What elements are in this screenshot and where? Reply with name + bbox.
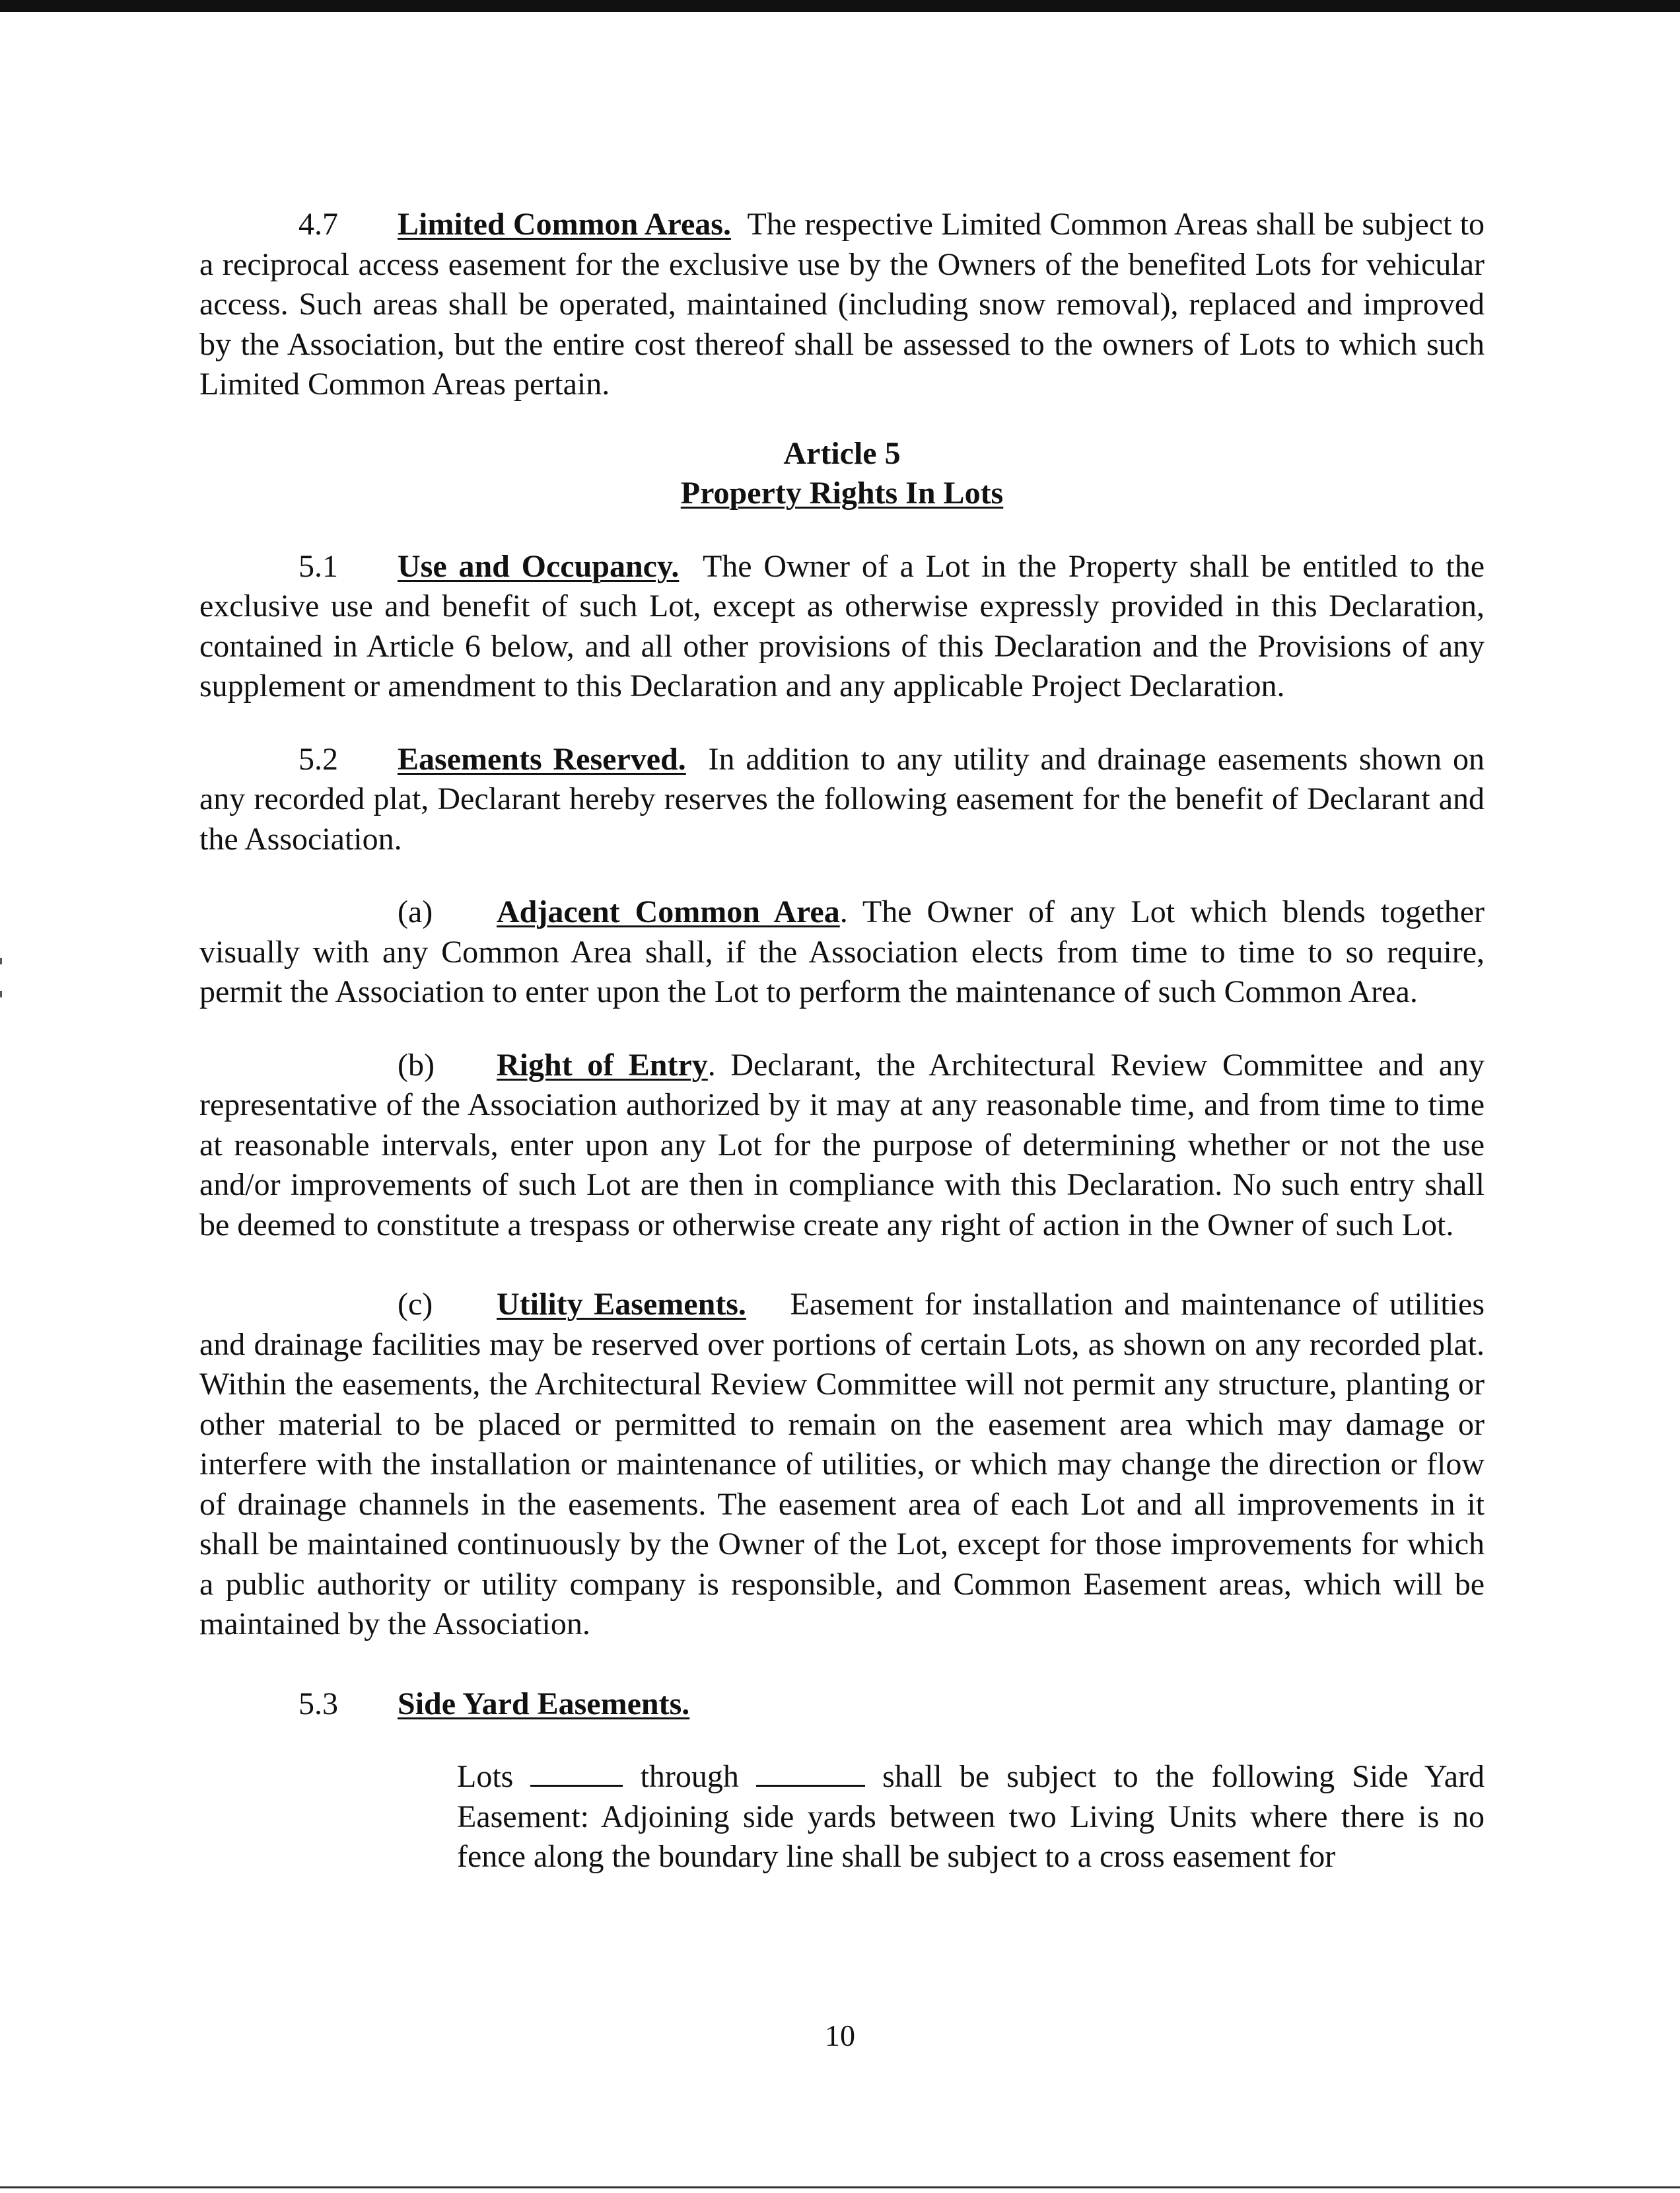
lot-end-blank [756,1757,865,1787]
section-text: The Owner of a Lot in the Property shall be entitled to the exclusive use and benefit of such Lot, except as otherwise expressly provided in this Declaration, contained in Article 6 below, and all other provisions of this Declaration and the Provisions of any supplement or amendment to this Declaration and any applicable Project Declaration. [199,548,1485,703]
subsection-text: . Declarant, the Architectural Review Committee and any representative of the Association authorized by it may at any reasonable time, and from time to time at reasonable intervals, enter upon any Lot for the purpose of determining whether or not the use and/or improvements of such Lot are then in compliance with this Declaration. No such entry shall be deemed to constitute a trespass or otherwise create any right of action in the Owner of such Lot. [199,1047,1485,1242]
subsection-text: Easement for installation and maintenance of utilities and drainage facilities may be reserved over portions of certain Lots, as shown on any recorded plat. Within the easements, the Architectural Review Committee will not permit any structure, planting or other material to be placed or permitted to remain on the easement area which may damage or interfere with the installation or maintenance of utilities, or which may change the direction or flow of drainage channels in the easements. The easement area of each Lot and all improvements in it shall be maintained continuously by the Owner of the Lot, except for those improvements for which a public authority or utility company is responsible, and Common Easement areas, which will be maintained by the Association. [199,1287,1485,1641]
lots-word: Lots [457,1759,514,1794]
subsection-5-2-b [199,1046,1485,1246]
article-title: Property Rights In Lots [680,476,1004,511]
section-heading: Use and Occupancy. [398,548,680,584]
scan-margin-mark [0,991,2,997]
subsection-label: (b) [398,1047,435,1083]
subsection-text: . The Owner of any Lot which blends together visually with any Common Area shall, if the Association elects from time to time to so require, permit the Association to enter upon the Lot to perform the maintenance of such Common Area. [199,894,1485,1009]
document-page [199,205,1485,1877]
subsection-heading: Adjacent Common Area [497,894,840,929]
lot-start-blank [530,1757,623,1787]
subsection-label: (c) [398,1287,433,1322]
subsection-heading: Right of Entry [497,1047,708,1083]
section-5-2 [199,740,1485,860]
scan-top-border [0,0,1680,12]
section-5-3 [199,1684,1485,1725]
through-word: through [640,1759,739,1794]
subsection-heading: Utility Easements. [497,1287,746,1322]
section-5-1 [199,547,1485,707]
section-number: 5.1 [298,548,338,584]
scan-bottom-border [0,2186,1680,2188]
subsection-label: (a) [398,894,433,929]
section-heading: Limited Common Areas. [398,207,731,242]
scan-margin-mark [0,958,2,964]
subsection-5-2-a [199,892,1485,1013]
side-yard-easement-text [457,1757,1485,1877]
article-heading [199,434,1485,514]
subsection-5-2-c [199,1285,1485,1645]
section-heading: Easements Reserved. [398,741,686,777]
section-number: 5.3 [298,1686,338,1721]
article-label: Article 5 [783,435,901,471]
section-4-7 [199,205,1485,405]
side-yard-text: shall be subject to the following Side Yard Easement: Adjoining side yards between two Living Units where there is no fence along the boundary line shall be subject to a cross easement for [457,1759,1485,1874]
section-heading: Side Yard Easements. [398,1686,690,1721]
section-text: The respective Limited Common Areas shall be subject to a reciprocal access easement for the exclusive use by the Owners of the benefited Lots for vehicular access. Such areas shall be operated, maintained (including snow removal), replaced and improved by the Association, but the entire cost thereof shall be assessed to the owners of Lots to which such Limited Common Areas pertain. [199,207,1485,402]
section-number: 5.2 [298,741,338,777]
section-text: In addition to any utility and drainage easements shown on any recorded plat, Declarant hereby reserves the following easement for the benefit of Declarant and the Association. [199,741,1485,857]
section-number: 4.7 [298,207,338,242]
page-number: 10 [825,2019,855,2052]
